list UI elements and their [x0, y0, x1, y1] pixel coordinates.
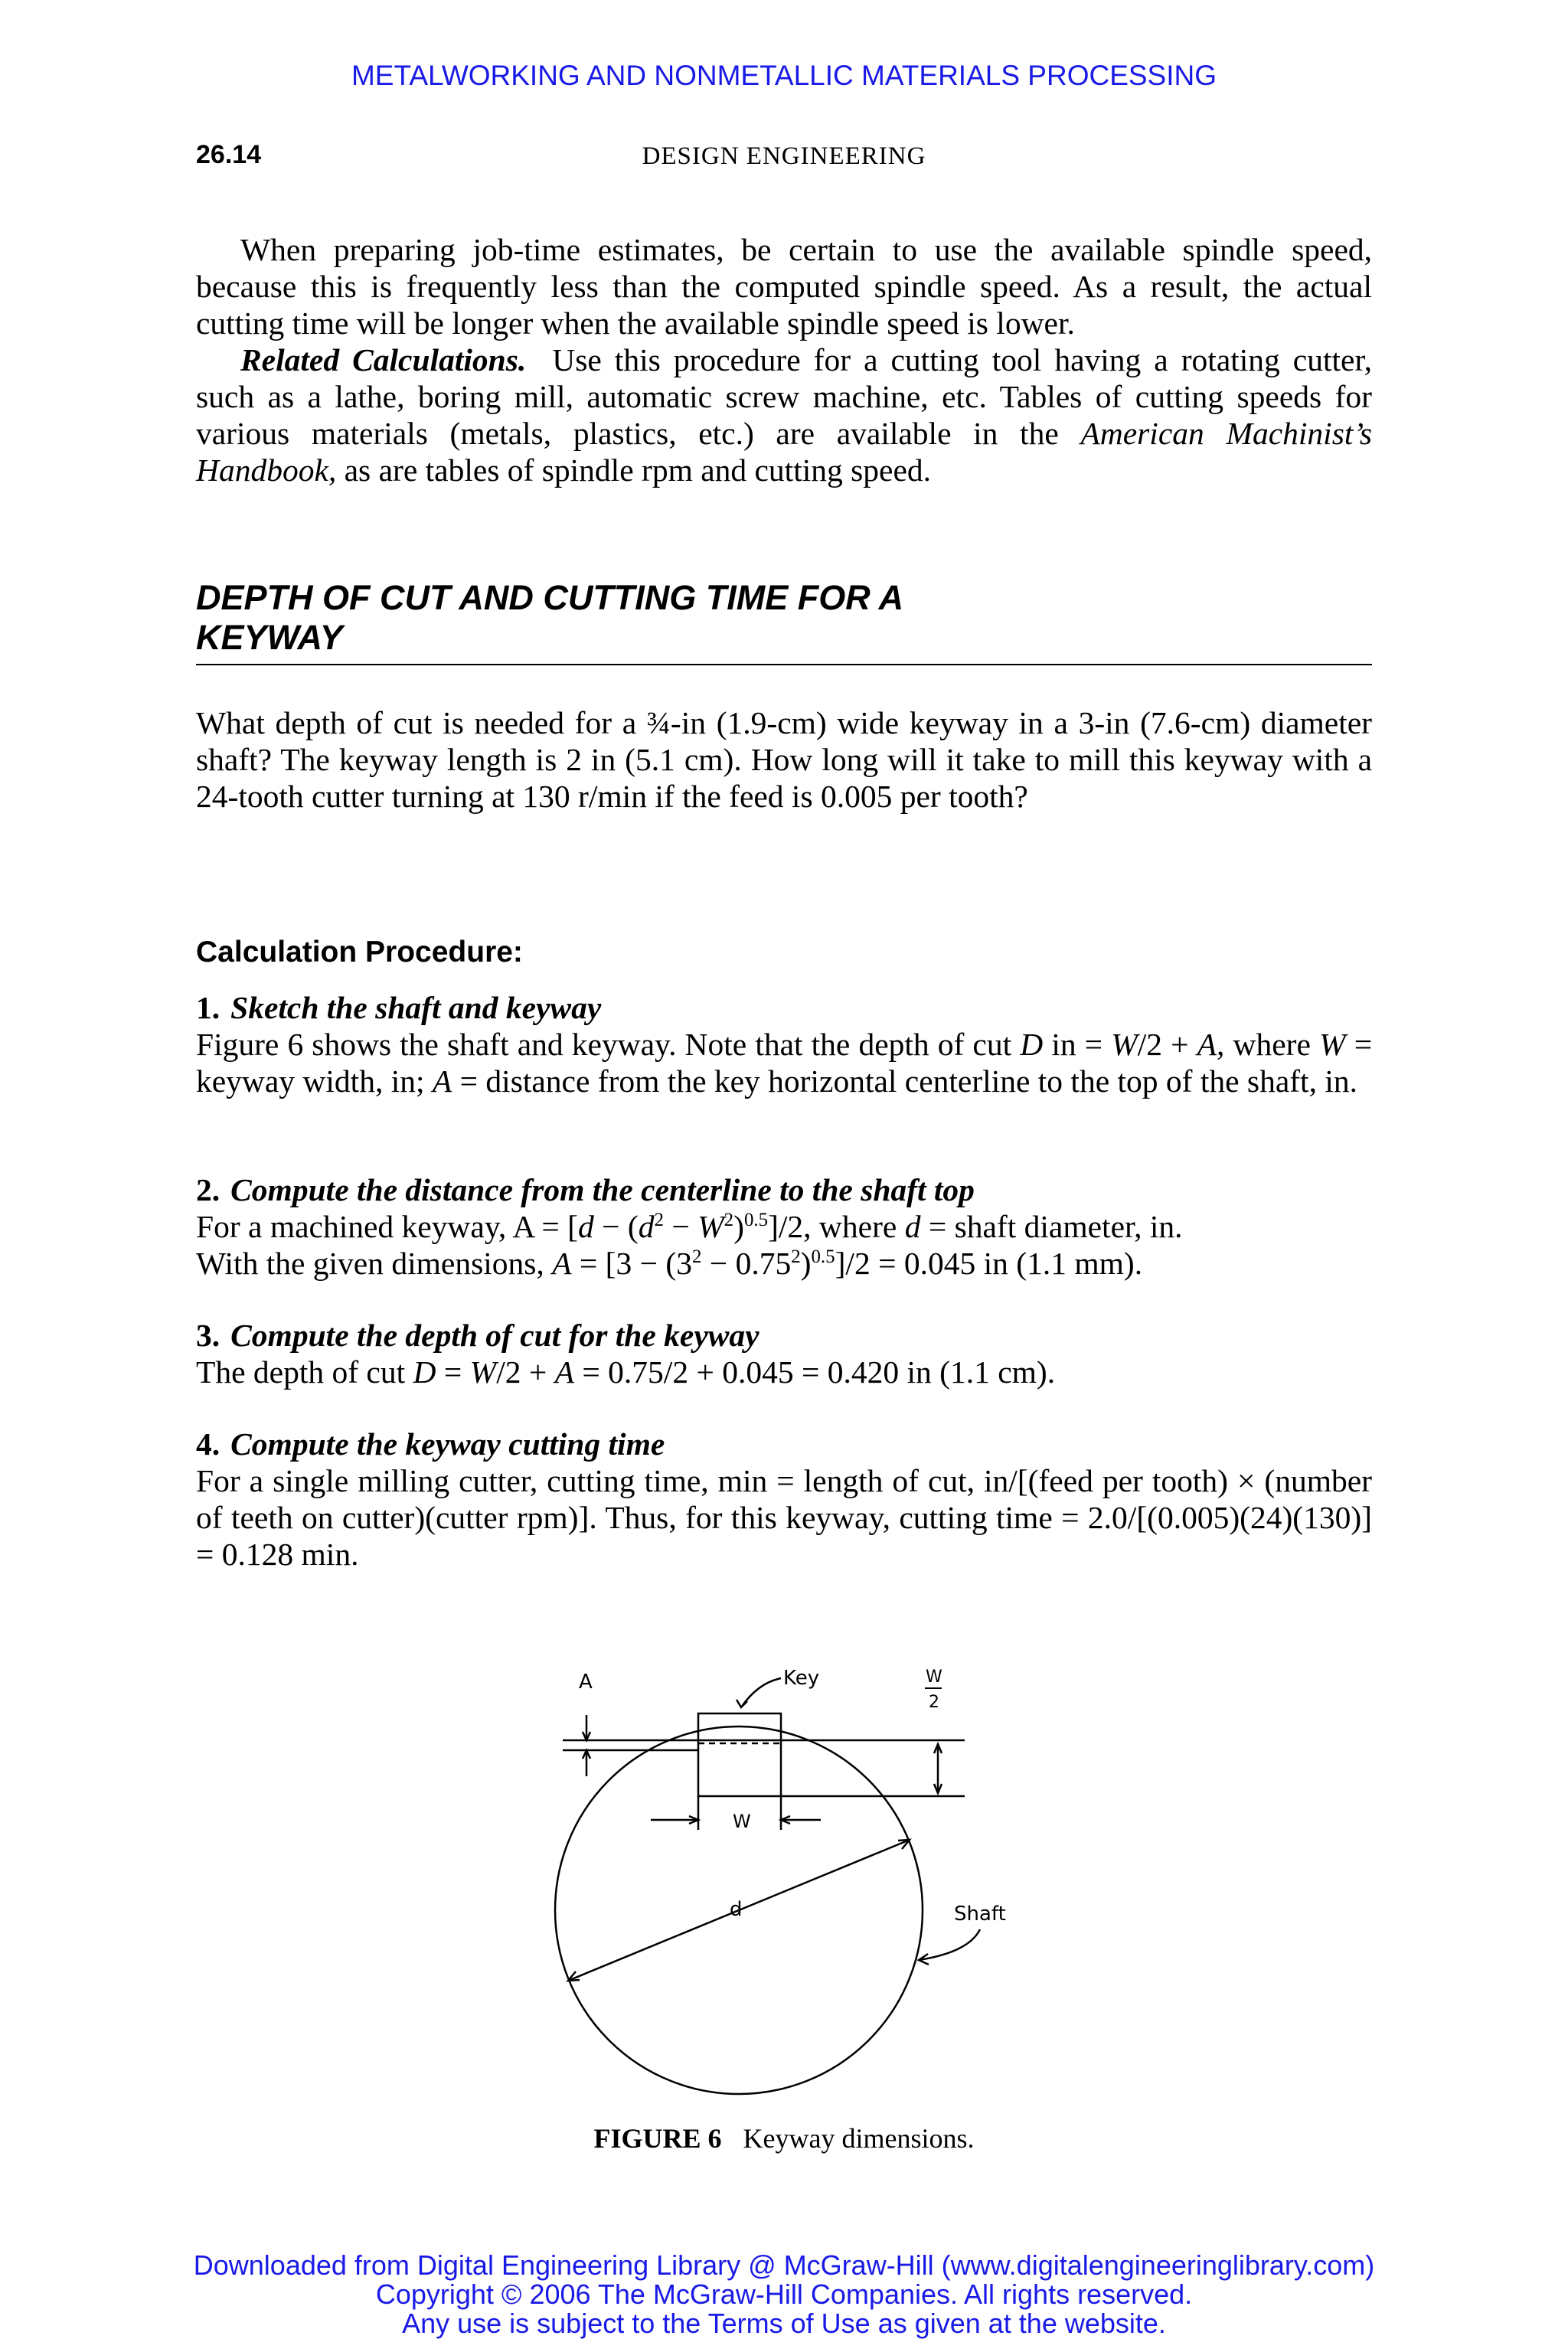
page-number: 26.14	[196, 140, 262, 169]
step-title: Sketch the shaft and keyway	[230, 990, 602, 1025]
step-number: 3.	[196, 1318, 220, 1353]
problem-statement	[196, 704, 1372, 815]
section-heading	[196, 578, 1372, 665]
label-a: A	[579, 1671, 593, 1694]
intro-text	[196, 231, 1372, 488]
keyway-figure	[536, 1646, 1057, 2105]
related-text-b: as are tables of spindle rpm and cutting speed.	[344, 452, 932, 488]
label-key: Key	[783, 1667, 820, 1690]
intro-paragraph: When preparing job-time estimates, be certain to use the available spindle speed, because this is frequently less than the computed spindle speed. As a result, the actual cutting time will be longer when the available spindle speed is lower.	[196, 232, 1372, 341]
label-w: W	[733, 1811, 751, 1832]
figure-caption-label: FIGURE 6	[593, 2123, 722, 2154]
figure-caption	[0, 2122, 1568, 2154]
section-heading-line1: DEPTH OF CUT AND CUTTING TIME FOR A	[196, 578, 904, 617]
step-text: For a single milling cutter, cutting time, min = length of cut, in/[(feed per tooth) × (number of teeth on cutter)(cutter rpm)]. Thus, for this keyway, cutting time = 2.0/[(0.005)(24)(130)] = 0.128 min.	[196, 1463, 1372, 1572]
related-book: American Machinist’s Handbook,	[196, 416, 1373, 488]
step-1	[196, 989, 1372, 1099]
label-w2-numerator: W	[926, 1668, 942, 1687]
step-number: 1.	[196, 990, 220, 1025]
step-3	[196, 1317, 1372, 1390]
label-shaft: Shaft	[954, 1903, 1006, 1926]
step-text: For a machined keyway, $A = [d - (d^2 - W^2)^{0.5}]/2$, where d = shaft diameter, in. With the given dimensions, $A = [3 - (3^2 - 0.75^2)^{0.5}]/2 = 0.045$ in (1.1 mm).	[196, 1209, 1183, 1281]
shaft-leader	[919, 1929, 980, 1960]
figure-caption-text: Keyway dimensions.	[743, 2123, 975, 2154]
footer-terms-link[interactable]: Any use is subject to the Terms of Use as given at the website.	[402, 2308, 1166, 2339]
related-label: Related Calculations.	[240, 342, 527, 377]
key-leader	[741, 1678, 781, 1707]
procedure-heading: Calculation Procedure:	[196, 936, 523, 969]
step-text: Figure 6 shows the shaft and keyway. Note that the depth of cut D in = W/2 + A, where W = keyway width, in; A = distance from the key horizontal centerline to the top of the shaft, in.	[196, 1027, 1373, 1099]
step-title: Compute the keyway cutting time	[230, 1426, 665, 1462]
label-d: d	[730, 1898, 743, 1921]
running-head: DESIGN ENGINEERING	[642, 142, 926, 170]
footer	[0, 2251, 1568, 2338]
step-title: Compute the distance from the centerline to the shaft top	[230, 1172, 975, 1207]
site-banner: METALWORKING AND NONMETALLIC MATERIALS PROCESSING	[351, 60, 1217, 91]
step-title: Compute the depth of cut for the keyway	[230, 1318, 760, 1353]
step-2	[196, 1171, 1372, 1282]
step-number: 4.	[196, 1426, 220, 1462]
section-heading-line2: KEYWAY	[196, 618, 343, 657]
step-4	[196, 1426, 1372, 1573]
step-text: The depth of cut D = W/2 + A = 0.75/2 + 0.045 = 0.420 in (1.1 cm).	[196, 1354, 1056, 1390]
step-number: 2.	[196, 1172, 220, 1207]
label-w2-denominator: 2	[929, 1693, 939, 1712]
footer-copyright: Copyright © 2006 The McGraw-Hill Companies. All rights reserved.	[375, 2278, 1193, 2310]
related-text-a: Use this procedure for a cutting tool having a rotating cutter, such as a lathe, boring mill, automatic screw machine, etc. Tables of cutting speeds for various materials (metals, plastics, etc.) are available in the	[196, 342, 1372, 451]
problem-text: What depth of cut is needed for a ¾-in (1.9-cm) wide keyway in a 3-in (7.6-cm) diameter shaft? The keyway length is 2 in (5.1 cm). How long will it take to mill this keyway with a 24-tooth cutter turning at 130 r/min if the feed is 0.005 per tooth?	[196, 705, 1372, 814]
footer-download-link[interactable]: Downloaded from Digital Engineering Library @ McGraw-Hill (www.digitalengineeringlibrary.com)	[193, 2249, 1375, 2281]
related-calculations-paragraph	[196, 341, 1372, 488]
